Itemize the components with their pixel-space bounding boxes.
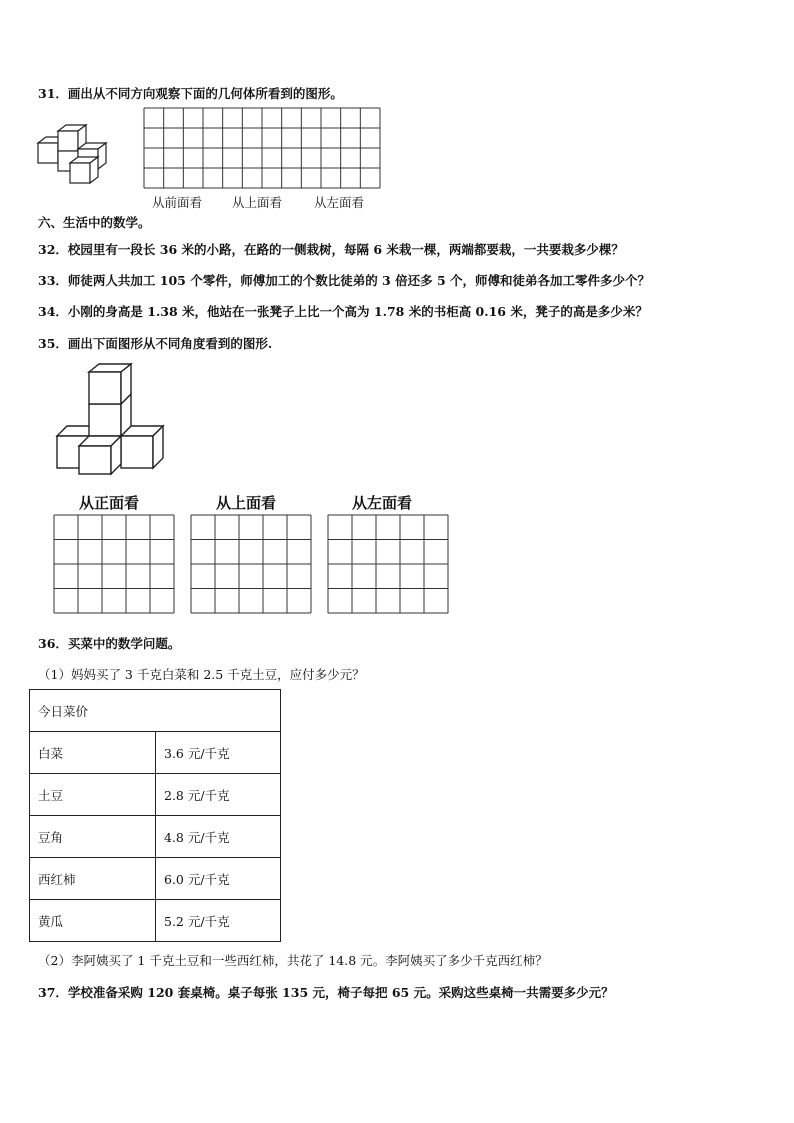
veg-price-cell: 2.8 元/千克 — [156, 774, 281, 816]
table-row — [30, 816, 281, 858]
q35-view-front-label: 从正面看 — [79, 494, 140, 512]
table-row — [30, 900, 281, 942]
veg-price-cell: 4.8 元/千克 — [156, 816, 281, 858]
q32-text: 32．校园里有一段长 36 米的小路，在路的一侧栽树，每隔 6 米栽一棵，两端都要栽，一共要栽多少棵？ — [38, 242, 624, 257]
q36-sub2: （2）李阿姨买了 1 千克土豆和一些西红柿，共花了 14.8 元。李阿姨买了多少千克西红柿？ — [38, 953, 548, 968]
q31-view-left-label: 从左面看 — [314, 195, 365, 210]
veg-name-cell: 土豆 — [30, 774, 156, 816]
q35-grid-top[interactable] — [191, 515, 311, 613]
price-table — [29, 689, 281, 942]
q35-view-left-label: 从左面看 — [352, 494, 413, 512]
table-row — [30, 732, 281, 774]
veg-name-cell: 黄瓜 — [30, 900, 156, 942]
table-row — [30, 774, 281, 816]
q31-grid[interactable] — [144, 108, 380, 188]
q31-cube-figure — [38, 125, 110, 185]
q31-view-front-label: 从前面看 — [152, 195, 203, 210]
q37-text: 37．学校准备采购 120 套桌椅。桌子每张 135 元，椅子每把 65 元。采购这些桌椅一共需要多少元？ — [38, 985, 614, 1000]
veg-price-cell: 6.0 元/千克 — [156, 858, 281, 900]
q35-view-top-label: 从上面看 — [216, 494, 277, 512]
veg-name-cell: 白菜 — [30, 732, 156, 774]
table-title-cell: 今日菜价 — [30, 690, 281, 732]
table-row — [30, 690, 281, 732]
q36-sub1: （1）妈妈买了 3 千克白菜和 2.5 千克土豆，应付多少元？ — [38, 667, 365, 682]
veg-name-cell: 豆角 — [30, 816, 156, 858]
q31-text: 31．画出从不同方向观察下面的几何体所看到的图形。 — [38, 86, 343, 101]
veg-price-cell: 3.6 元/千克 — [156, 732, 281, 774]
q35-grid-left[interactable] — [328, 515, 448, 613]
q35-text: 35．画出下面图形从不同角度看到的图形. — [38, 336, 273, 351]
q34-text: 34．小刚的身高是 1.38 米，他站在一张凳子上比一个高为 1.78 米的书柜高 0.16 米，凳子的高是多少米？ — [38, 304, 648, 319]
veg-price-cell: 5.2 元/千克 — [156, 900, 281, 942]
q36-text: 36．买菜中的数学问题。 — [38, 636, 181, 651]
veg-name-cell: 西红柿 — [30, 858, 156, 900]
table-row — [30, 858, 281, 900]
q35-cube-figure — [55, 364, 165, 474]
section6-title: 六、生活中的数学。 — [38, 215, 151, 230]
q33-text: 33．师徒两人共加工 105 个零件，师傅加工的个数比徒弟的 3 倍还多 5 个，师傅和徒弟各加工零件多少个？ — [38, 273, 650, 288]
q35-grid-front[interactable] — [54, 515, 174, 613]
q31-view-top-label: 从上面看 — [232, 195, 283, 210]
